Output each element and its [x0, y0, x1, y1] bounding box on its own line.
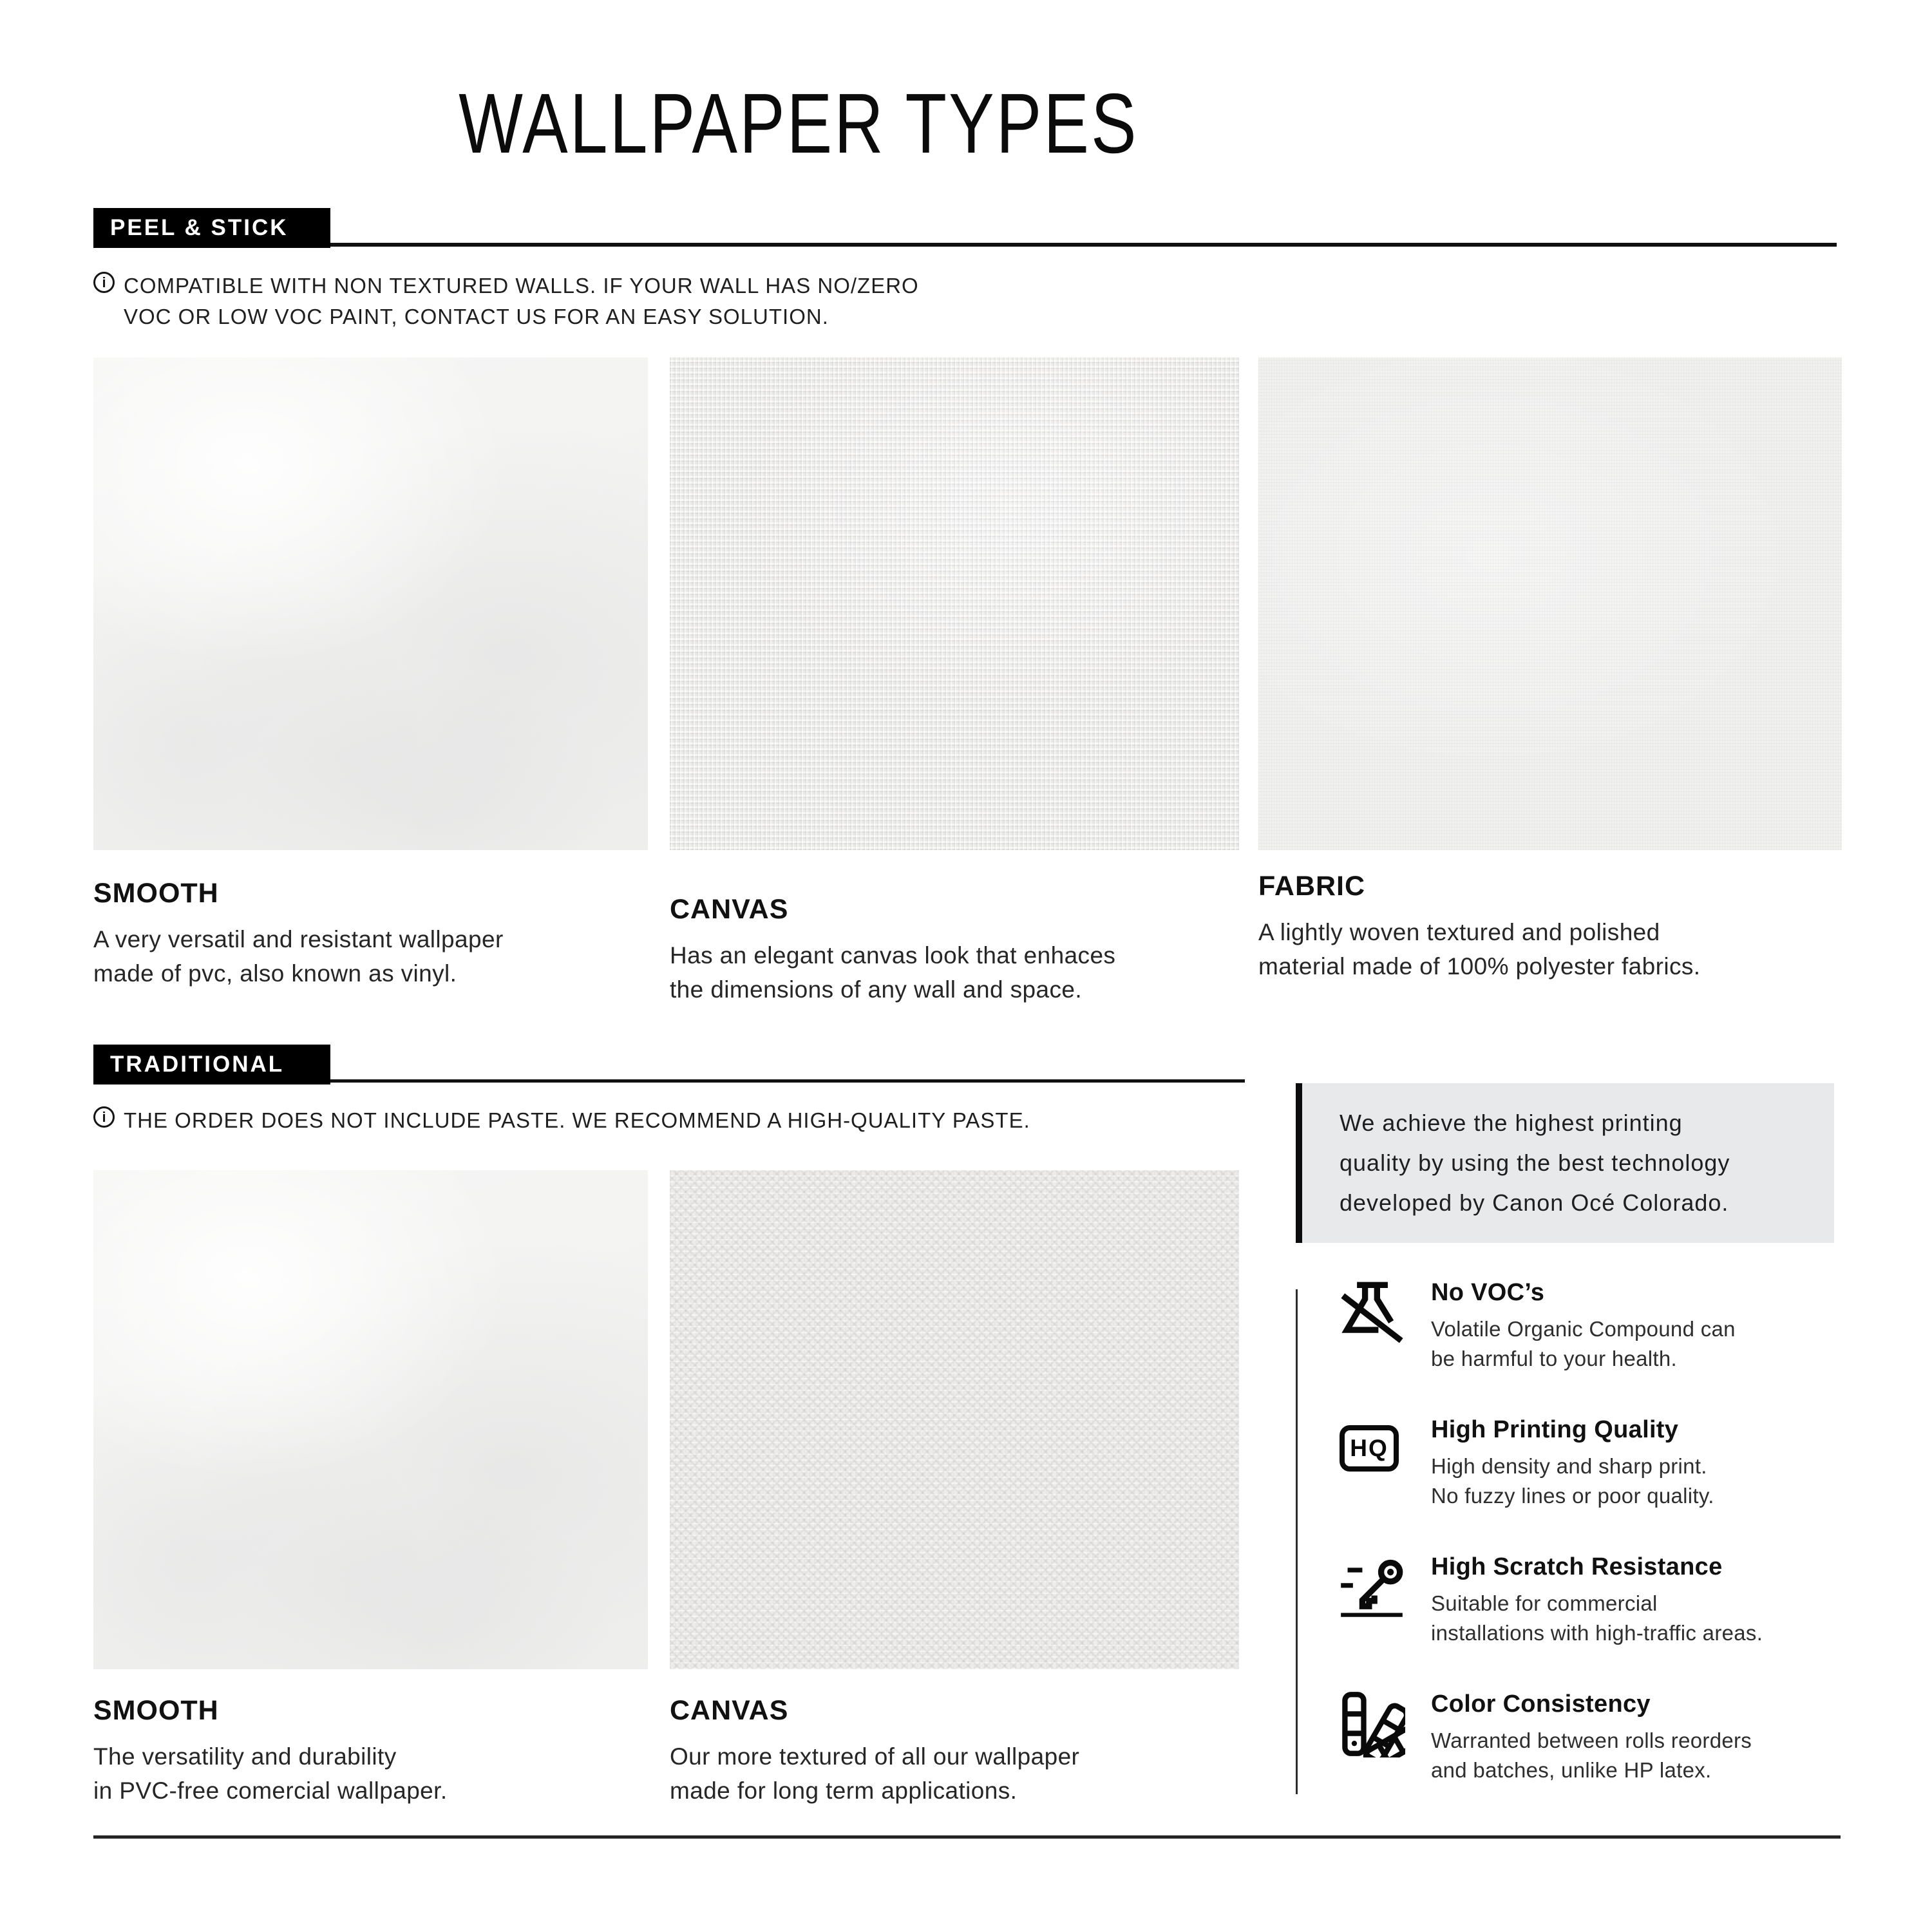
peel-note — [93, 270, 919, 332]
peel-fabric-swatch-image — [1258, 357, 1842, 850]
peel-note-line2: VOC OR LOW VOC PAINT, CONTACT US FOR AN EASY SOLUTION. — [124, 305, 829, 328]
traditional-smooth-swatch-image — [93, 1170, 648, 1669]
feature-high-printing-quality — [1338, 1416, 1841, 1511]
quote-accent-bar — [1296, 1083, 1302, 1243]
swatch-description — [670, 938, 1204, 1007]
peel-section-rule — [330, 243, 1837, 247]
no-voc-flask-icon — [1338, 1279, 1405, 1346]
feature-text — [1431, 1279, 1736, 1374]
swatch-description — [670, 1739, 1204, 1808]
hq-badge-frame — [1340, 1425, 1399, 1472]
peel-smooth-caption — [93, 878, 628, 990]
swatch-name: CANVAS — [670, 894, 789, 925]
feature-title: No VOC’s — [1431, 1279, 1545, 1306]
peel-fabric-caption — [1258, 871, 1793, 983]
desc-line: made of pvc, also known as vinyl. — [93, 960, 457, 987]
peel-smooth-swatch-image — [93, 357, 648, 850]
traditional-section-rule — [330, 1079, 1245, 1083]
desc-line: the dimensions of any wall and space. — [670, 976, 1083, 1003]
swatch-description — [93, 922, 628, 990]
desc-line: material made of 100% polyester fabrics. — [1258, 953, 1701, 980]
desc-line: Our more textured of all our wallpaper — [670, 1743, 1080, 1770]
desc-line: Warranted between rolls reorders — [1431, 1728, 1752, 1752]
printing-quality-quote — [1302, 1083, 1834, 1243]
feature-list — [1338, 1279, 1841, 1785]
feature-description — [1431, 1589, 1763, 1648]
hq-badge-label: HQ — [1350, 1435, 1388, 1461]
swatch-name: SMOOTH — [93, 878, 219, 909]
quote-line: We achieve the highest printing — [1340, 1110, 1683, 1136]
desc-line: Volatile Organic Compound can — [1431, 1317, 1736, 1341]
swatch-description — [1258, 915, 1793, 983]
color-swatches-icon — [1338, 1690, 1405, 1757]
quote-line: developed by Canon Océ Colorado. — [1340, 1189, 1729, 1216]
feature-color-consistency — [1338, 1690, 1841, 1785]
feature-text — [1431, 1416, 1714, 1511]
swatch-name: CANVAS — [670, 1695, 789, 1726]
info-icon: i — [93, 272, 115, 293]
traditional-canvas-caption — [670, 1695, 1204, 1808]
feature-description — [1431, 1452, 1714, 1511]
desc-line: and batches, unlike HP latex. — [1431, 1758, 1712, 1782]
desc-line: High density and sharp print. — [1431, 1454, 1707, 1478]
info-icon: i — [93, 1106, 115, 1128]
desc-line: A very versatil and resistant wallpaper — [93, 926, 504, 952]
quote-line: quality by using the best technology — [1340, 1150, 1730, 1176]
desc-line: made for long term applications. — [670, 1777, 1018, 1804]
desc-line: in PVC-free comercial wallpaper. — [93, 1777, 448, 1804]
traditional-smooth-caption — [93, 1695, 628, 1808]
key-scratch-icon — [1338, 1553, 1405, 1620]
traditional-note-text: THE ORDER DOES NOT INCLUDE PASTE. WE RECOMMEND A HIGH-QUALITY PASTE. — [124, 1108, 1030, 1132]
section-label-traditional: TRADITIONAL — [93, 1045, 330, 1084]
section-label-peel-and-stick: PEEL & STICK — [93, 208, 330, 248]
desc-line: No fuzzy lines or poor quality. — [1431, 1484, 1714, 1508]
feature-text — [1431, 1690, 1752, 1785]
desc-line: installations with high-traffic areas. — [1431, 1621, 1763, 1645]
feature-description — [1431, 1314, 1736, 1374]
desc-line: Suitable for commercial — [1431, 1591, 1658, 1615]
feature-title: High Scratch Resistance — [1431, 1553, 1723, 1580]
swatch-name: FABRIC — [1258, 871, 1366, 902]
page-title: WALLPAPER TYPES — [459, 76, 1139, 171]
desc-line: The versatility and durability — [93, 1743, 397, 1770]
bottom-rule — [93, 1835, 1841, 1839]
peel-canvas-caption — [670, 894, 1204, 1007]
hq-badge-icon — [1338, 1416, 1405, 1483]
traditional-note — [93, 1105, 1030, 1136]
desc-line: A lightly woven textured and polished — [1258, 919, 1660, 945]
feature-title: Color Consistency — [1431, 1690, 1651, 1718]
desc-line: be harmful to your health. — [1431, 1347, 1678, 1370]
peel-note-text — [124, 270, 919, 332]
traditional-canvas-swatch-image — [670, 1170, 1239, 1669]
feature-no-voc — [1338, 1279, 1841, 1374]
feature-scratch-resistance — [1338, 1553, 1841, 1648]
peel-note-line1: COMPATIBLE WITH NON TEXTURED WALLS. IF YOUR WALL HAS NO/ZERO — [124, 274, 919, 298]
swatch-name: SMOOTH — [93, 1695, 219, 1726]
feature-description — [1431, 1726, 1752, 1785]
feature-text — [1431, 1553, 1763, 1648]
desc-line: Has an elegant canvas look that enhaces — [670, 942, 1116, 969]
peel-canvas-swatch-image — [670, 357, 1239, 850]
features-divider-line — [1296, 1289, 1298, 1794]
feature-title: High Printing Quality — [1431, 1416, 1679, 1443]
swatch-description — [93, 1739, 628, 1808]
